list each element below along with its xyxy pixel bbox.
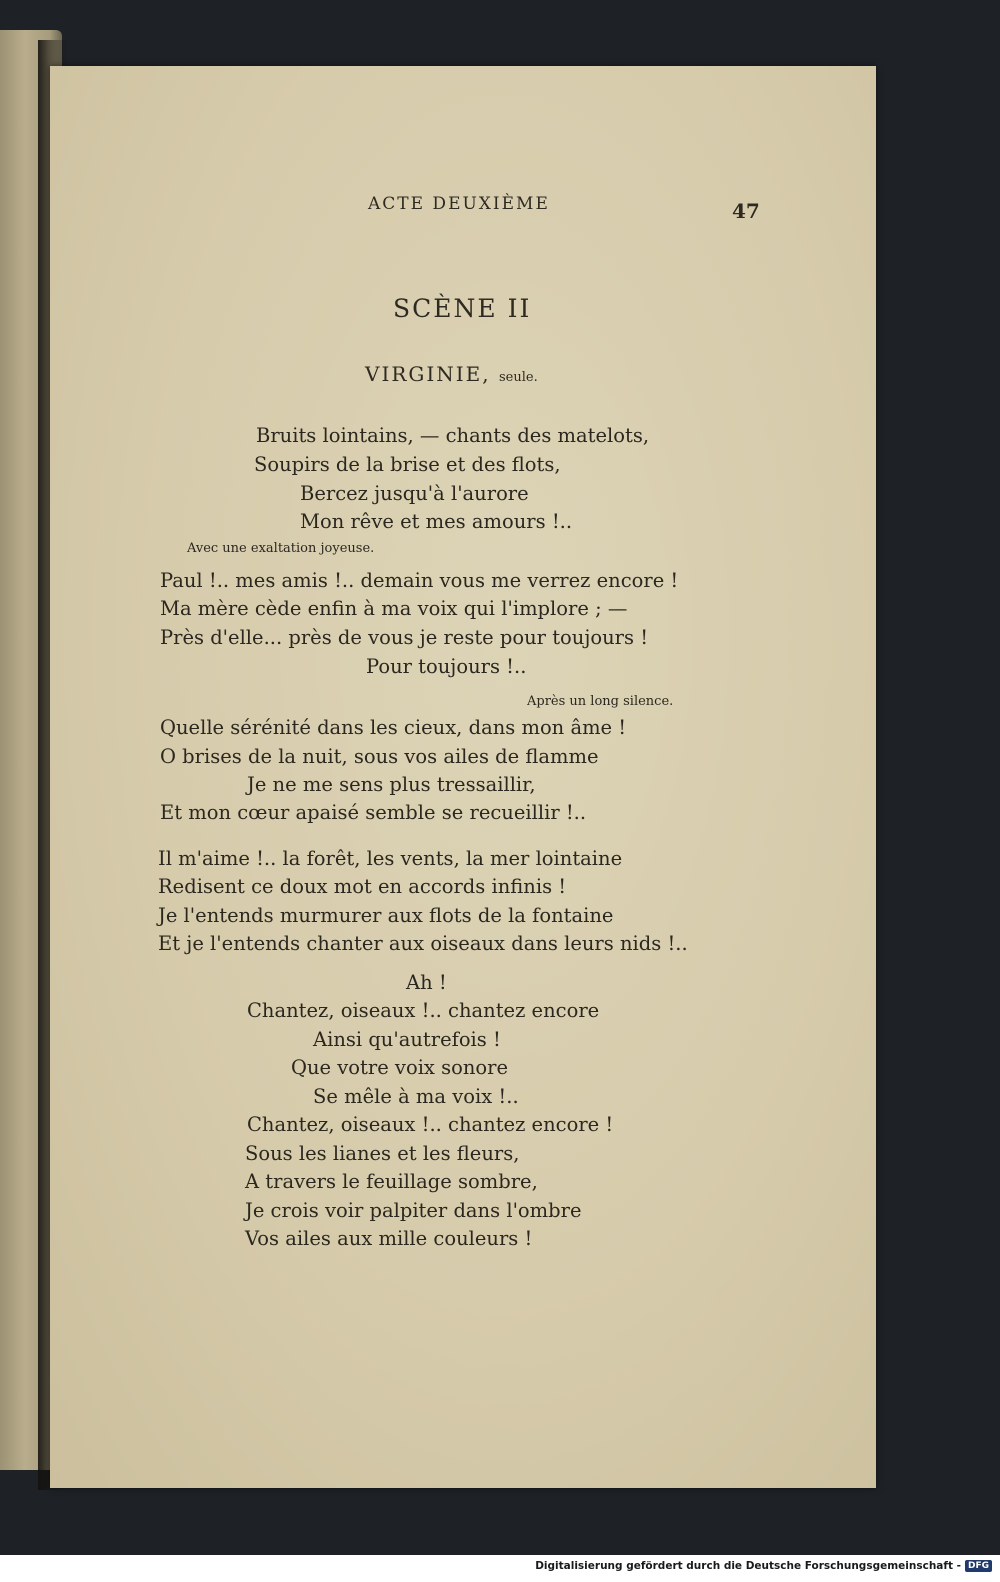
verse-line: Chantez, oiseaux !.. chantez encore	[247, 999, 600, 1022]
running-head: ACTE DEUXIÈME	[368, 194, 550, 214]
verse-line: Que votre voix sonore	[291, 1056, 509, 1079]
scene-title: SCÈNE II	[393, 294, 532, 323]
verse-line: Mon rêve et mes amours !..	[300, 510, 573, 533]
verse-line: Bercez jusqu'à l'aurore	[300, 482, 529, 505]
verse-line: Chantez, oiseaux !.. chantez encore !	[247, 1113, 614, 1136]
verse-line: Je l'entends murmurer aux flots de la fontaine	[158, 904, 614, 927]
verse-line: Sous les lianes et les fleurs,	[245, 1142, 520, 1165]
character-direction: seule.	[499, 370, 538, 385]
verse-line: Et mon cœur apaisé semble se recueillir !..	[160, 801, 587, 824]
verse-line: Ah !	[406, 971, 447, 994]
verse-line: Bruits lointains, — chants des matelots,	[256, 424, 650, 447]
page-number: 47	[732, 199, 760, 223]
verse-line: Redisent ce doux mot en accords infinis !	[158, 875, 567, 898]
verse-line: Vos ailes aux mille couleurs !	[245, 1227, 533, 1250]
verse-line: Je ne me sens plus tressaillir,	[247, 773, 536, 796]
verse-line: Paul !.. mes amis !.. demain vous me verrez encore !	[160, 569, 679, 592]
verse-line: Près d'elle... près de vous je reste pour toujours !	[160, 626, 649, 649]
verse-line: A travers le feuillage sombre,	[245, 1170, 538, 1193]
verse-line: Je crois voir palpiter dans l'ombre	[245, 1199, 582, 1222]
stage-direction: Après un long silence.	[527, 694, 674, 709]
dfg-logo: DFG	[965, 1560, 992, 1572]
verse-line: Soupirs de la brise et des flots,	[254, 453, 561, 476]
character-heading	[365, 362, 538, 386]
verse-line: Ma mère cède enfin à ma voix qui l'implore ; —	[160, 597, 628, 620]
verse-line: Se mêle à ma voix !..	[313, 1085, 519, 1108]
character-name: VIRGINIE,	[365, 362, 491, 386]
verse-line: Quelle sérénité dans les cieux, dans mon âme !	[160, 716, 627, 739]
stage-direction: Avec une exaltation joyeuse.	[187, 541, 375, 556]
verse-line: Pour toujours !..	[366, 655, 527, 678]
digitization-credit	[535, 1560, 992, 1572]
credit-text: Digitalisierung gefördert durch die Deutsche Forschungsgemeinschaft -	[535, 1560, 961, 1572]
verse-line: O brises de la nuit, sous vos ailes de flamme	[160, 745, 599, 768]
verse-line: Il m'aime !.. la forêt, les vents, la mer lointaine	[158, 847, 623, 870]
verse-line: Et je l'entends chanter aux oiseaux dans leurs nids !..	[158, 932, 688, 955]
verse-line: Ainsi qu'autrefois !	[313, 1028, 501, 1051]
